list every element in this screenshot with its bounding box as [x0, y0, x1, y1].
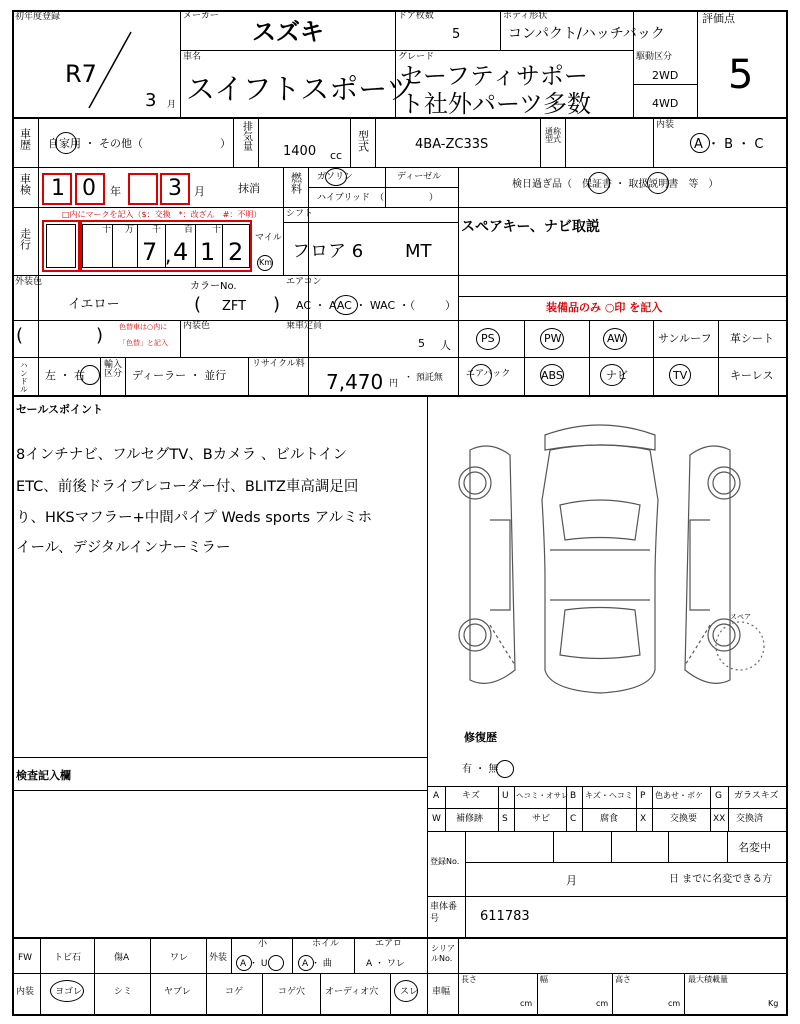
- equip-abs-circle: [540, 364, 564, 386]
- recycle-note: ・ 預託無: [404, 373, 443, 383]
- reg-month-label: 月: [566, 874, 577, 887]
- warranty-circle: [588, 172, 610, 194]
- capacity-value: 5: [418, 337, 425, 350]
- legend-k-2-5: XX: [713, 814, 726, 824]
- wheel-value: A ・ 曲: [302, 959, 332, 969]
- ac-value: AC ・ AAC ・ WAC ・（: [296, 299, 416, 312]
- fw-label: FW: [18, 953, 33, 963]
- doors-value: 5: [452, 27, 461, 42]
- shift-label: シフト: [286, 209, 314, 219]
- model-label: 車名: [183, 52, 202, 62]
- capacity-unit: 人: [440, 339, 451, 352]
- height-label: 高さ: [615, 975, 631, 984]
- score-label: 評価点: [702, 12, 735, 25]
- import-label: 輸入区分: [104, 360, 123, 380]
- spare-label: スペア: [730, 613, 751, 621]
- handle-value: 左 ・ 右: [45, 369, 85, 382]
- fuel-hybrid: ハイブリッド: [317, 193, 371, 203]
- displacement-value: 1400: [283, 144, 317, 159]
- legend-k-1-3: B: [570, 791, 577, 801]
- maker-label: メーカー: [183, 11, 219, 21]
- legend-v-1-5: ガラスキズ: [734, 791, 779, 801]
- aac-circle: [334, 295, 358, 315]
- import-value: ディーラー ・ 並行: [132, 369, 227, 382]
- wheel-small-label: 小: [258, 939, 268, 949]
- legend-k-2-2: S: [502, 814, 508, 824]
- mileage-digit-hundreds: 4: [173, 238, 189, 266]
- legend-v-1-1: キズ: [462, 791, 480, 801]
- aero-label: エアロ: [375, 939, 403, 949]
- history-label: 車歴: [18, 128, 32, 150]
- gaisou-label: 外装: [209, 953, 228, 963]
- mileage-comma: ,: [165, 243, 172, 267]
- history-circle: [55, 132, 77, 154]
- inspection-label: 車検: [18, 173, 32, 195]
- repair-label: 修復歴: [464, 731, 497, 744]
- length-unit: cm: [520, 999, 533, 1008]
- insp-year-digit-1: 1: [51, 176, 65, 201]
- legend-k-2-3: C: [570, 814, 577, 824]
- size-label: 車幅: [432, 987, 451, 997]
- equip-abs: ABS: [541, 369, 563, 382]
- shift-type: MT: [405, 241, 432, 262]
- kizu-a-label: 傷A: [114, 953, 130, 963]
- equip-pw-circle: [540, 328, 564, 350]
- height-unit: cm: [668, 999, 681, 1008]
- legend-v-2-5: 交換済: [736, 814, 764, 824]
- equip-leather: 革シート: [730, 332, 774, 345]
- digit-label-sen: 千: [152, 225, 162, 235]
- equip-navi: ナビ: [606, 369, 628, 382]
- mileage-digit-thousands: 7: [142, 238, 158, 266]
- tobiishi-label: トビ石: [54, 953, 82, 963]
- mile-label: マイル: [255, 233, 282, 243]
- wheel-small-a-circle: [236, 955, 252, 971]
- sales-line-4: イール、デジタルインナーミラー: [16, 540, 231, 556]
- erased-label: 抹消: [238, 182, 260, 195]
- fuel-hybrid-paren: （ ）: [375, 193, 439, 203]
- common-type-label: 通称型式: [545, 127, 561, 145]
- first-reg-label: 初年度登録: [15, 12, 61, 22]
- type-label: 型式: [356, 130, 370, 152]
- insp-year-digit-2: 0: [82, 176, 96, 201]
- exterior-value: イエロー: [68, 297, 120, 312]
- ware-label: ワレ: [170, 953, 189, 963]
- drive-2wd: 2WD: [652, 69, 679, 82]
- equip-keyless: キーレス: [730, 369, 774, 382]
- naisou-label: 内装: [16, 987, 35, 997]
- slash-mark: [85, 30, 135, 110]
- mileage-digit-ones: 2: [228, 238, 244, 266]
- repair-none-circle: [496, 760, 514, 778]
- legend-k-2-1: W: [432, 814, 441, 824]
- equip-header: 装備品のみ ○印 を記入: [546, 301, 663, 314]
- insp-month-suffix: 月: [194, 185, 205, 198]
- legend-k-1-1: A: [433, 791, 440, 801]
- shift-value: フロア 6: [292, 241, 364, 262]
- sales-line-3: り、HKSマフラー+中間パイプ Weds sports アルミホ: [16, 510, 373, 526]
- wheel-label: ホイル: [312, 939, 340, 949]
- legend-v-2-2: サビ: [532, 814, 551, 824]
- equip-aw: AW: [607, 332, 625, 345]
- legend-k-1-5: G: [715, 791, 722, 801]
- fuel-gasoline: ガソリン: [317, 172, 354, 182]
- equip-ps: PS: [481, 332, 495, 345]
- reg-day-note: 日 までに名変できる方: [669, 874, 773, 885]
- digit-label-jyu: 十: [102, 225, 112, 235]
- sales-header: セールスポイント: [16, 403, 104, 416]
- drive-4wd: 4WD: [652, 97, 679, 110]
- equip-navi-circle: [600, 364, 624, 386]
- length-label: 長さ: [461, 975, 477, 984]
- legend-v-1-2: ヘコミ・オサレ: [516, 791, 569, 800]
- yabure-label: ヤブレ: [164, 987, 191, 997]
- color-no-close: ): [273, 294, 281, 315]
- color-no-label: カラーNo.: [190, 281, 237, 292]
- max-load-unit: Kg: [768, 999, 779, 1008]
- recycle-value: 7,470: [326, 370, 384, 394]
- ac-label: エアコン: [286, 277, 322, 287]
- inspection-header: 検査記入欄: [16, 769, 71, 782]
- sales-line-2: ETC、前後ドライブレコーダー付、BLITZ車高調足回: [16, 479, 359, 495]
- sales-line-1: 8インチナビ、フルセグTV、Bカメラ 、ビルトイン: [16, 447, 348, 463]
- docs-label: 検日過ぎ品（ 保証書 ・ 取扱説明書 等 ）: [512, 179, 719, 190]
- legend-k-2-4: X: [640, 814, 647, 824]
- interior-grade-label: 内装: [656, 120, 675, 130]
- legend-k-1-2: U: [502, 791, 509, 801]
- legend-v-1-3: キズ・ヘコミ: [585, 791, 633, 800]
- sure-circle: [394, 980, 418, 1002]
- legend-v-2-3: 腐食: [600, 814, 619, 824]
- legend-v-2-1: 補修跡: [456, 814, 484, 824]
- displacement-unit: cc: [330, 149, 343, 162]
- exterior-label: 外装色: [15, 277, 43, 287]
- name-change-label: 名変中: [738, 841, 771, 854]
- color-no-open: (: [194, 294, 202, 315]
- shimi-label: シミ: [114, 987, 133, 997]
- spare-tire-icon: [712, 618, 768, 674]
- mileage-note: □内にマークを記入（$：交換 *：改ざん #：不明）: [62, 210, 262, 219]
- grade-line2: ト社外パーツ多数: [400, 90, 592, 118]
- body-value: コンパクト/ハッチバック: [508, 26, 665, 42]
- color-change-open: (: [16, 325, 24, 346]
- repair-value: 有 ・ 無: [462, 764, 499, 775]
- remarks-value: スペアキー、ナビ取説: [461, 219, 600, 235]
- interior-a-circle: [690, 133, 710, 153]
- chassis-label: 車体番号: [430, 902, 458, 924]
- mileage-label: 走行: [18, 228, 32, 250]
- displacement-label: 排気量: [240, 121, 252, 151]
- handle-label: ハンドル: [19, 361, 29, 393]
- interior-grade-value: A ・ B ・ C: [694, 137, 764, 152]
- capacity-label: 乗車定員: [286, 321, 323, 331]
- recycle-label: リサイクル料: [252, 359, 305, 369]
- color-change-note2: 「色替」と記入: [119, 339, 168, 347]
- equip-ps-circle: [476, 328, 500, 350]
- history-close: ）: [220, 137, 231, 150]
- color-change-note1: 色替車は○内に: [119, 323, 168, 331]
- interior-color-label: 内装色: [183, 321, 211, 331]
- maker-value: スズキ: [252, 18, 324, 46]
- digit-label-man: 万: [125, 225, 135, 235]
- model-value: スイフトスポーツ: [186, 72, 416, 106]
- wheel-small-value: A ・ U: [240, 959, 268, 969]
- sure-label: スレ: [400, 987, 419, 997]
- color-change-close: ): [96, 325, 104, 346]
- manual-circle: [647, 172, 669, 194]
- equip-aw-circle: [603, 328, 627, 350]
- audio-hole-label: オーディオ穴: [325, 987, 379, 997]
- kogeana-label: コゲ穴: [278, 987, 306, 997]
- yogore-label: ヨゴレ: [55, 987, 83, 997]
- digit-label-hyaku: 百: [184, 225, 194, 235]
- era: R7: [65, 60, 97, 88]
- doors-label: ドア枚数: [398, 11, 434, 21]
- ac-close: ）: [445, 299, 456, 312]
- score-value: 5: [728, 52, 754, 98]
- insp-month-box-1: [128, 173, 158, 205]
- reg-month: 3: [145, 90, 157, 111]
- equip-sunroof: サンルーフ: [658, 332, 712, 345]
- serial-label: シリアルNo.: [431, 944, 455, 963]
- reg-month-suffix: 月: [167, 100, 177, 110]
- legend-v-1-4: 色あせ・ボケ: [655, 791, 703, 800]
- type-value: 4BA-ZC33S: [415, 137, 489, 152]
- legend-k-1-4: P: [640, 791, 646, 801]
- equip-tv-circle: [669, 364, 691, 386]
- wheel-a-circle: [298, 955, 314, 971]
- km-label: Km: [259, 258, 273, 267]
- history-value: 自家用 ・ その他（: [48, 137, 143, 150]
- width-unit: cm: [596, 999, 609, 1008]
- equip-airbag-circle: [470, 364, 492, 386]
- legend-v-2-4: 交換要: [670, 814, 698, 824]
- body-label: ボディ形状: [503, 11, 548, 21]
- insp-year-suffix: 年: [110, 185, 121, 198]
- mileage-inner-box-0: [46, 224, 76, 268]
- aero-value: A ・ ワレ: [366, 959, 405, 969]
- equip-airbag: エアバック: [466, 369, 511, 379]
- chassis-value: 611783: [480, 909, 530, 924]
- width-label: 幅: [540, 975, 548, 984]
- handle-right-circle: [80, 365, 100, 385]
- fuel-label: 燃料: [289, 172, 303, 194]
- fuel-diesel: ディーゼル: [397, 172, 442, 182]
- color-no-value: ZFT: [222, 299, 247, 314]
- drive-label: 駆動区分: [636, 52, 673, 62]
- digit-label-jyu2: 十: [212, 225, 222, 235]
- yogore-circle: [50, 980, 84, 1002]
- insp-month-digit: 3: [168, 176, 182, 201]
- koge-label: コゲ: [225, 987, 244, 997]
- grade-label: グレード: [398, 52, 435, 62]
- recycle-unit: 円: [389, 379, 399, 389]
- equip-tv: TV: [673, 369, 688, 382]
- equip-pw: PW: [544, 332, 562, 345]
- max-load-label: 最大積載量: [688, 975, 728, 984]
- grade-line1: セーフティサポー: [400, 62, 588, 90]
- gasoline-circle: [325, 168, 347, 186]
- reg-no-label: 登録No.: [430, 857, 460, 866]
- mileage-digit-tens: 1: [200, 238, 216, 266]
- wheel-small-u-circle: [268, 955, 284, 971]
